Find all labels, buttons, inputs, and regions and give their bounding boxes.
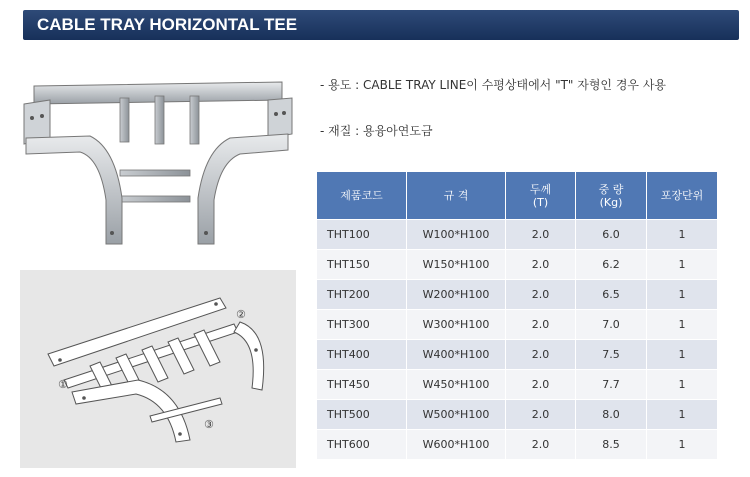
- cell-code: THT600: [317, 430, 407, 460]
- cell-spec: W300*H100: [407, 310, 506, 340]
- cell-spec: W150*H100: [407, 250, 506, 280]
- cell-weight: 7.0: [576, 310, 647, 340]
- header-package: 포장단위: [647, 172, 718, 220]
- cell-spec: W500*H100: [407, 400, 506, 430]
- cell-weight: 8.0: [576, 400, 647, 430]
- cell-weight: 6.2: [576, 250, 647, 280]
- cell-weight: 6.5: [576, 280, 647, 310]
- cell-spec: W400*H100: [407, 340, 506, 370]
- cell-weight: 6.0: [576, 220, 647, 250]
- cell-weight: 7.7: [576, 370, 647, 400]
- cell-thickness: 2.0: [506, 250, 576, 280]
- cell-code: THT300: [317, 310, 407, 340]
- cell-thickness: 2.0: [506, 430, 576, 460]
- cell-package: 1: [647, 310, 718, 340]
- cell-code: THT150: [317, 250, 407, 280]
- cell-code: THT500: [317, 400, 407, 430]
- header-weight: 중 량 (Kg): [576, 172, 647, 220]
- spec-table: [317, 172, 718, 459]
- product-photo: [20, 78, 297, 250]
- cell-thickness: 2.0: [506, 280, 576, 310]
- cell-weight: 8.5: [576, 430, 647, 460]
- table-row: [317, 250, 718, 280]
- cell-package: 1: [647, 430, 718, 460]
- page-title: CABLE TRAY HORIZONTAL TEE: [37, 15, 298, 34]
- header-thickness: 두께 (T): [506, 172, 576, 220]
- cell-package: 1: [647, 220, 718, 250]
- usage-text: - 용도 : CABLE TRAY LINE이 수평상태에서 "T" 자형인 경우 사용: [320, 78, 667, 92]
- cell-spec: W450*H100: [407, 370, 506, 400]
- header-code: 제품코드: [317, 172, 407, 220]
- exploded-drawing: [20, 270, 296, 468]
- table-row: [317, 370, 718, 400]
- table-header-row: [317, 172, 718, 220]
- cell-spec: W600*H100: [407, 430, 506, 460]
- cell-thickness: 2.0: [506, 220, 576, 250]
- cell-code: THT400: [317, 340, 407, 370]
- cell-package: 1: [647, 250, 718, 280]
- table-row: [317, 430, 718, 460]
- cell-code: THT100: [317, 220, 407, 250]
- table-row: [317, 280, 718, 310]
- table-row: [317, 220, 718, 250]
- cell-spec: W200*H100: [407, 280, 506, 310]
- cell-thickness: 2.0: [506, 340, 576, 370]
- cell-package: 1: [647, 400, 718, 430]
- cell-package: 1: [647, 340, 718, 370]
- table-row: [317, 400, 718, 430]
- cell-code: THT200: [317, 280, 407, 310]
- header-spec: 규 격: [407, 172, 506, 220]
- label-1: ①: [58, 378, 68, 391]
- cell-thickness: 2.0: [506, 370, 576, 400]
- cell-package: 1: [647, 370, 718, 400]
- table-row: [317, 310, 718, 340]
- label-2: ②: [236, 308, 246, 321]
- material-text: - 재질 : 용융아연도금: [320, 124, 433, 138]
- cell-spec: W100*H100: [407, 220, 506, 250]
- cable-tray-tee-drawing: [20, 270, 296, 468]
- cell-thickness: 2.0: [506, 310, 576, 340]
- label-3: ③: [204, 418, 214, 431]
- cable-tray-tee-photo: [20, 78, 297, 250]
- cell-code: THT450: [317, 370, 407, 400]
- title-bar: [23, 10, 739, 40]
- cell-thickness: 2.0: [506, 400, 576, 430]
- table-row: [317, 340, 718, 370]
- table-body: [317, 220, 718, 460]
- cell-package: 1: [647, 280, 718, 310]
- cell-weight: 7.5: [576, 340, 647, 370]
